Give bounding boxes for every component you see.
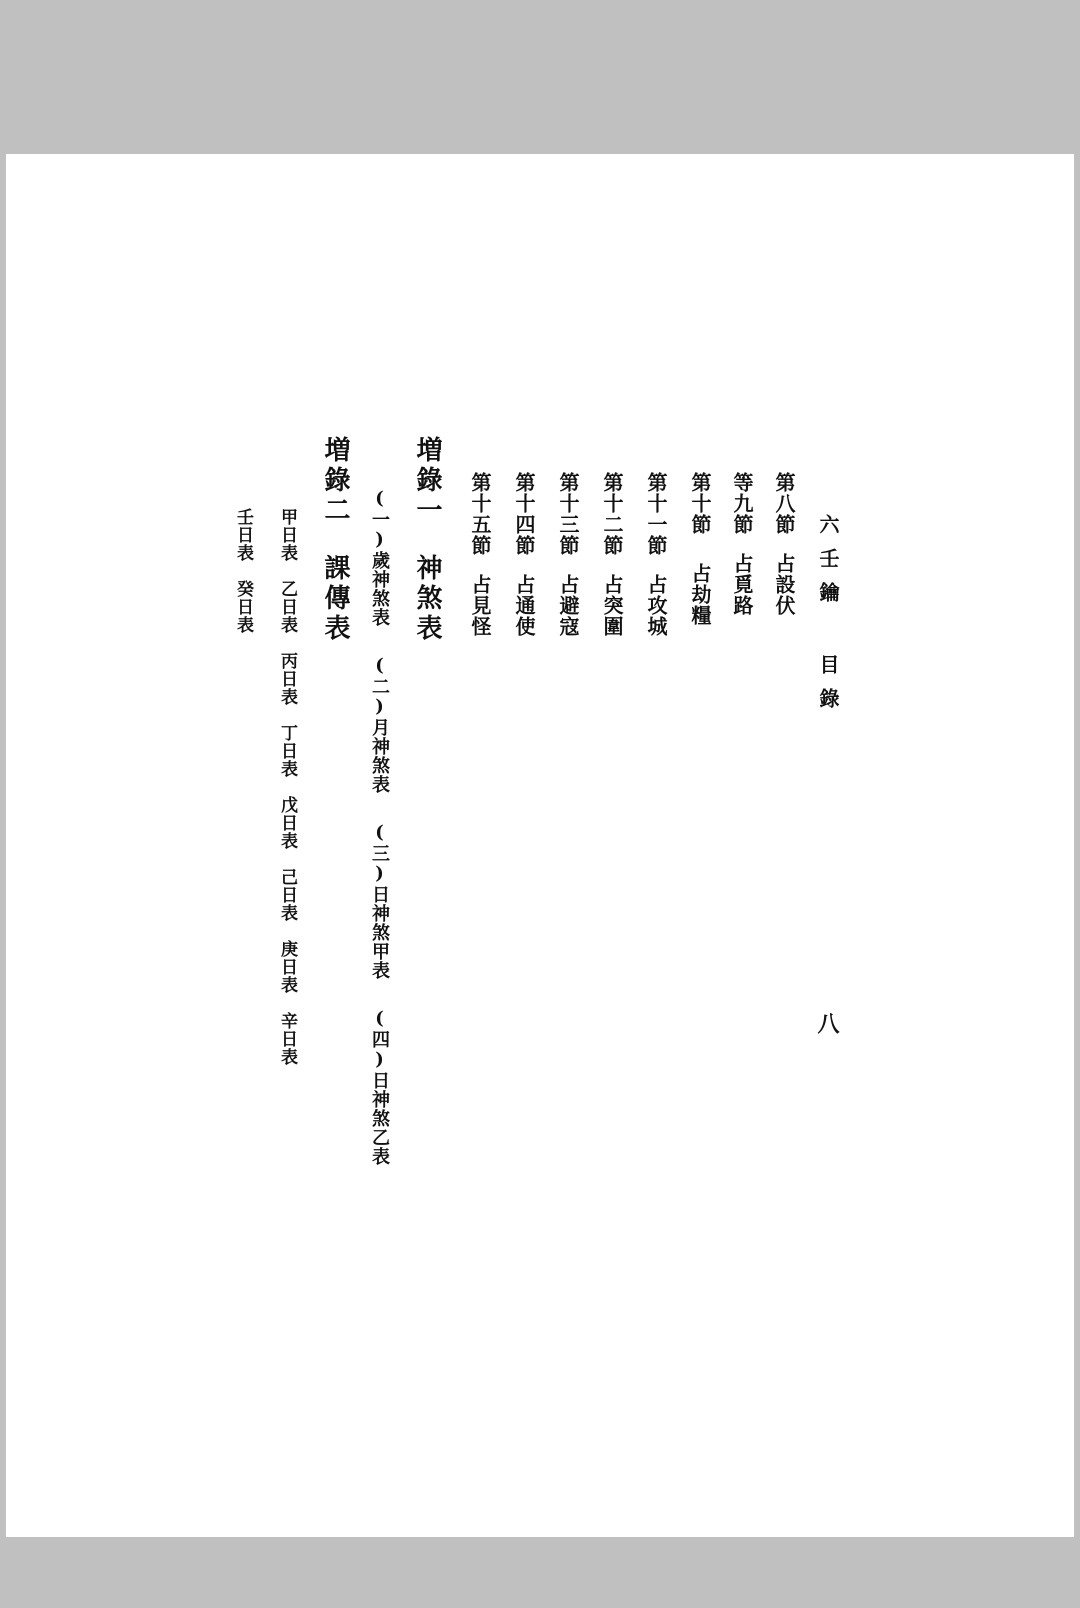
section-number: 第十四節 (512, 472, 536, 556)
appendix-label: 増錄一 (412, 436, 442, 526)
book-page (6, 154, 1074, 1537)
section-title: 占設伏 (772, 553, 796, 616)
book-title: 六壬鑰 目錄 (816, 514, 840, 722)
day-table: 癸日表 (233, 580, 253, 634)
section-number: 第十節 (688, 472, 712, 535)
appendix-item: (三)日神煞甲表 (369, 822, 390, 980)
day-table: 己日表 (277, 868, 297, 922)
appendix-heading (322, 436, 348, 644)
section-title: 占見怪 (468, 574, 492, 637)
section-title: 占覓路 (730, 553, 754, 616)
section-number: 第八節 (772, 472, 796, 535)
toc-entry (558, 472, 578, 637)
section-title: 占攻城 (644, 574, 668, 637)
day-table: 辛日表 (277, 1012, 297, 1066)
section-number: 第十一節 (644, 472, 668, 556)
toc-entry (774, 472, 794, 616)
day-table-list (234, 508, 251, 634)
appendix-item: (一)歲神煞表 (369, 488, 390, 627)
appendix-item: (二)月神煞表 (369, 655, 390, 794)
day-table: 丁日表 (277, 724, 297, 778)
section-title: 占通使 (512, 574, 536, 637)
appendix-title: 神煞表 (412, 554, 442, 644)
day-table: 壬日表 (233, 508, 253, 562)
appendix-label: 増錄二 (320, 436, 350, 526)
page-number: 八 (814, 1012, 840, 1034)
section-title: 占突圍 (600, 574, 624, 637)
toc-entry (514, 472, 534, 637)
day-table: 戊日表 (277, 796, 297, 850)
day-table: 乙日表 (277, 580, 297, 634)
toc-entry (602, 472, 622, 637)
appendix-item: (四)日神煞乙表 (369, 1008, 390, 1166)
section-number: 第十二節 (600, 472, 624, 556)
day-table: 甲日表 (277, 508, 297, 562)
section-number: 等九節 (730, 472, 754, 535)
day-table-list (278, 508, 295, 1066)
day-table: 丙日表 (277, 652, 297, 706)
day-table: 庚日表 (277, 940, 297, 994)
toc-entry (646, 472, 666, 637)
section-number: 第十三節 (556, 472, 580, 556)
toc-entry (470, 472, 490, 637)
section-title: 占劫糧 (688, 563, 712, 626)
appendix-heading (414, 436, 440, 644)
toc-entry (690, 472, 710, 626)
toc-entry (732, 472, 752, 616)
appendix-items (370, 488, 388, 1166)
appendix-title: 課傳表 (320, 554, 350, 644)
section-title: 占避寇 (556, 574, 580, 637)
section-number: 第十五節 (468, 472, 492, 556)
